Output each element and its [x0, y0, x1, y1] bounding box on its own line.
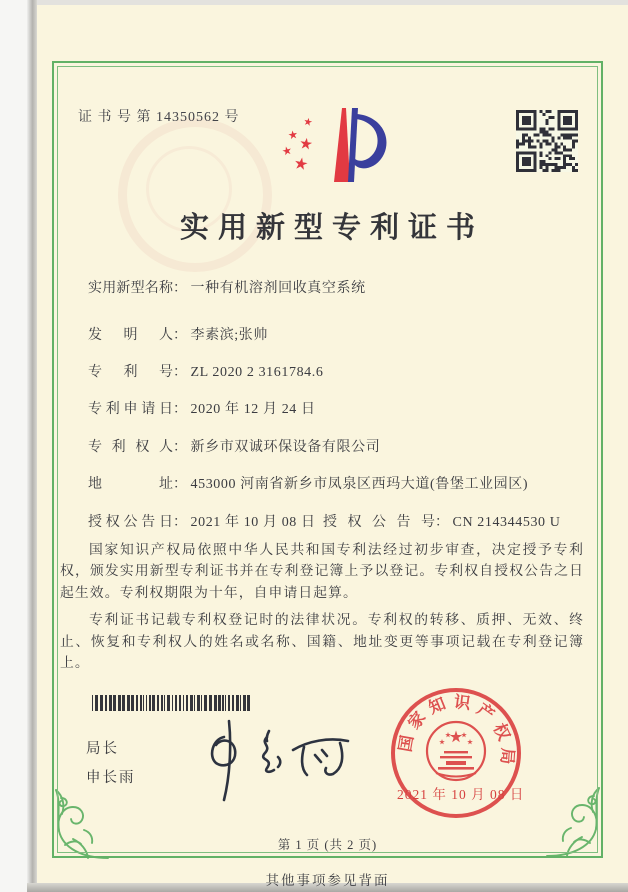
field-colon: ：: [173, 477, 187, 492]
scan-edge-left: [27, 0, 37, 892]
field-colon: ：: [173, 402, 187, 417]
seal-char: 权: [489, 720, 514, 744]
field-label: 专利号: [88, 365, 173, 380]
field-value: ZL 2020 2 3161784.6: [190, 365, 324, 380]
signer-title: 局长: [86, 741, 119, 757]
seal-char: 国: [395, 733, 418, 754]
seal-char: 家: [404, 708, 430, 733]
seal-date: 2021 年 10 月 08 日: [397, 787, 525, 802]
green-border-frame-inner: [57, 66, 598, 853]
field-colon: ：: [173, 281, 187, 296]
field-label: 授权公告日: [88, 515, 173, 530]
field-value: 一种有机溶剂回收真空系统: [190, 281, 366, 296]
legal-paragraph-1: 国家知识产权局依照中华人民共和国专利法经过初步审查，决定授予专利权，颁发实用新型专利证书并在专利登记簿上予以登记。专利权自授权公告之日起生效。专利权期限为十年，自申请日起算。: [60, 542, 584, 600]
field-colon: ：: [173, 515, 187, 530]
field-value: CN 214344530 U: [452, 515, 561, 530]
field-value: 2021 年 10 月 08 日: [190, 515, 316, 530]
field-label: 专利申请日: [88, 402, 173, 417]
signer-name: 申长雨: [86, 770, 136, 786]
field-colon: ：: [173, 440, 187, 455]
field-value: 新乡市双诚环保设备有限公司: [190, 440, 381, 455]
field-colon: ：: [173, 328, 187, 343]
seal-char: 局: [497, 747, 518, 766]
field-label: 授权公告号: [323, 515, 435, 530]
page-number: 第 1 页 (共 2 页): [277, 838, 378, 852]
certificate-title: 实用新型专利证书: [179, 212, 484, 244]
green-border-frame: [52, 61, 603, 858]
seal-char: 识: [452, 692, 472, 713]
field-value: 2020 年 12 月 24 日: [190, 402, 316, 417]
seal-char: 产: [473, 699, 498, 725]
back-note: 其他事项参见背面: [265, 873, 390, 888]
field-label: 发明人: [88, 328, 173, 343]
certificate-number: 证 书 号 第 14350562 号: [78, 110, 240, 125]
field-colon: ：: [173, 365, 187, 380]
seal-char: 知: [425, 693, 449, 718]
legal-paragraph-2: 专利证书记载专利权登记时的法律状况。专利权的转移、质押、无效、终止、恢复和专利权人的姓名或名称、国籍、地址变更等事项记载在专利登记簿上。: [60, 612, 584, 671]
field-colon: ：: [435, 515, 449, 530]
field-label: 实用新型名称: [88, 281, 173, 296]
field-label: 地址: [88, 477, 173, 492]
field-label: 专利权人: [88, 440, 173, 455]
field-value: 453000 河南省新乡市凤泉区西玛大道(鲁堡工业园区): [190, 477, 529, 492]
field-value: 李素滨;张帅: [190, 328, 268, 343]
